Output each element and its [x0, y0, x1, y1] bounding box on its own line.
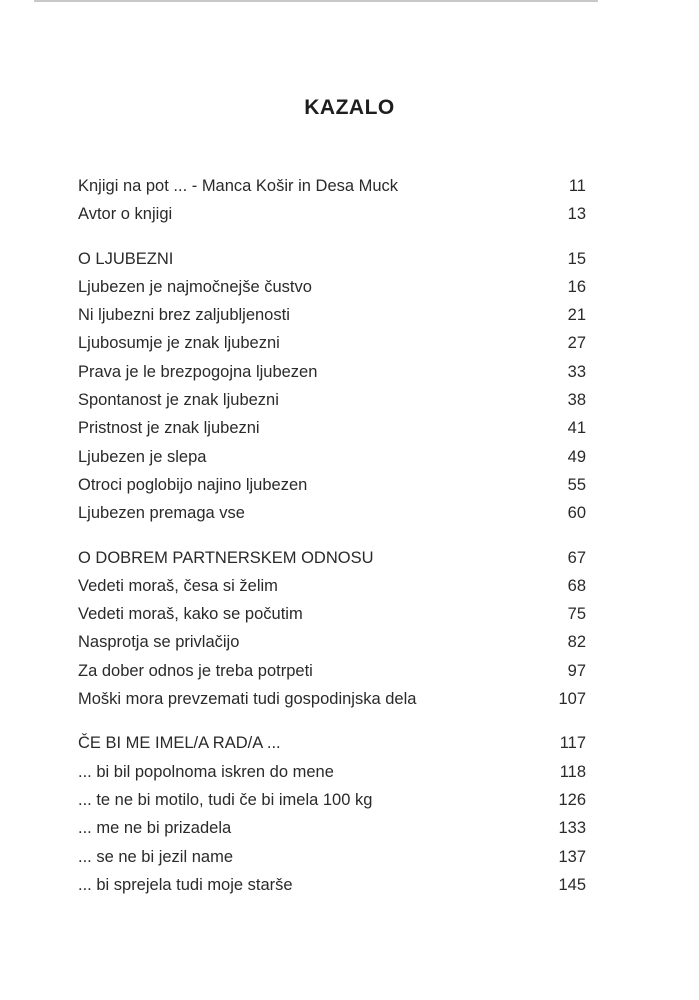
toc-entry [78, 544, 586, 572]
toc-entry-title: Vedeti moraš, kako se počutim [78, 605, 303, 624]
toc-entry-page-number: 33 [567, 362, 586, 381]
toc-entry [78, 758, 586, 786]
toc-entry-page-number: 13 [567, 205, 586, 224]
toc-entry-title: O LJUBEZNI [78, 249, 174, 268]
toc-entry-page-number: 97 [567, 661, 586, 680]
toc-entry-page-number: 55 [567, 475, 586, 494]
toc-entry-title: Ni ljubezni brez zaljubljenosti [78, 306, 290, 325]
toc-entry [78, 172, 586, 200]
toc-entry-page-number: 49 [567, 447, 586, 466]
toc-entry [78, 871, 586, 899]
toc-entry-title: Avtor o knjigi [78, 205, 173, 224]
toc-entry-page-number: 67 [567, 548, 586, 567]
page-title: KAZALO [304, 96, 395, 119]
toc-entry-page-number: 82 [567, 633, 586, 652]
toc-entry-page-number: 38 [567, 391, 586, 410]
toc-entry [78, 200, 586, 228]
toc-entry-title: Knjigi na pot ... - Manca Košir in Desa Muck [78, 177, 399, 195]
toc-section [78, 245, 586, 528]
toc-entry [78, 786, 586, 814]
toc-entry-page-number: 21 [567, 306, 586, 325]
table-of-contents [78, 172, 586, 915]
toc-entry-page-number: 11 [568, 177, 586, 195]
toc-entry [78, 443, 586, 471]
toc-entry-page-number: 133 [558, 819, 586, 838]
toc-entry [78, 273, 586, 301]
toc-entry-title: Ljubezen premaga vse [78, 504, 245, 523]
toc-entry-page-number: 16 [567, 277, 586, 296]
toc-entry [78, 814, 586, 842]
toc-entry-title: Moški mora prevzemati tudi gospodinjska dela [78, 690, 417, 709]
toc-entry [78, 386, 586, 414]
toc-entry-title: Spontanost je znak ljubezni [78, 391, 279, 410]
toc-entry [78, 499, 586, 527]
toc-entry-title: Za dober odnos je treba potrpeti [78, 661, 313, 680]
toc-entry-title: Otroci poglobijo najino ljubezen [78, 475, 308, 494]
toc-entry-page-number: 145 [558, 875, 586, 894]
toc-entry-page-number: 107 [558, 690, 586, 709]
toc-entry [78, 685, 586, 713]
toc-entry [78, 600, 586, 628]
toc-entry-title: Ljubezen je najmočnejše čustvo [78, 277, 312, 296]
toc-entry-page-number: 118 [559, 762, 586, 781]
toc-entry-page-number: 137 [558, 847, 586, 866]
toc-entry-page-number: 117 [559, 734, 586, 753]
toc-entry [78, 414, 586, 442]
toc-section [78, 172, 586, 229]
toc-section [78, 544, 586, 714]
toc-entry-page-number: 41 [567, 419, 586, 438]
toc-entry [78, 358, 586, 386]
toc-entry-title: Pristnost je znak ljubezni [78, 419, 260, 438]
toc-entry-page-number: 68 [567, 576, 586, 595]
toc-entry-page-number: 60 [567, 504, 586, 523]
toc-entry [78, 572, 586, 600]
toc-entry-page-number: 27 [567, 334, 586, 353]
toc-entry [78, 628, 586, 656]
toc-entry [78, 843, 586, 871]
toc-entry [78, 729, 586, 757]
toc-entry [78, 471, 586, 499]
toc-entry-title: Ljubosumje je znak ljubezni [78, 334, 280, 353]
toc-entry-page-number: 126 [558, 790, 586, 809]
toc-entry [78, 301, 586, 329]
toc-section [78, 729, 586, 899]
toc-entry-page-number: 15 [567, 249, 586, 268]
toc-entry-title: ... te ne bi motilo, tudi če bi imela 100 kg [78, 790, 373, 809]
toc-entry [78, 657, 586, 685]
toc-entry-title: Vedeti moraš, česa si želim [78, 576, 278, 595]
toc-entry [78, 329, 586, 357]
toc-entry-title: O DOBREM PARTNERSKEM ODNOSU [78, 548, 374, 567]
toc-entry-page-number: 75 [567, 605, 586, 624]
toc-entry-title: ... bi sprejela tudi moje starše [78, 875, 293, 894]
toc-entry-title: Nasprotja se privlačijo [78, 633, 240, 652]
toc-entry-title: ČE BI ME IMEL/A RAD/A ... [78, 734, 281, 753]
toc-entry [78, 245, 586, 273]
top-rule [34, 0, 598, 2]
toc-entry-title: Ljubezen je slepa [78, 447, 207, 466]
toc-entry-title: ... se ne bi jezil name [78, 847, 233, 866]
toc-entry-title: ... bi bil popolnoma iskren do mene [78, 762, 334, 781]
toc-entry-title: Prava je le brezpogojna ljubezen [78, 362, 318, 381]
toc-entry-title: ... me ne bi prizadela [78, 819, 232, 838]
